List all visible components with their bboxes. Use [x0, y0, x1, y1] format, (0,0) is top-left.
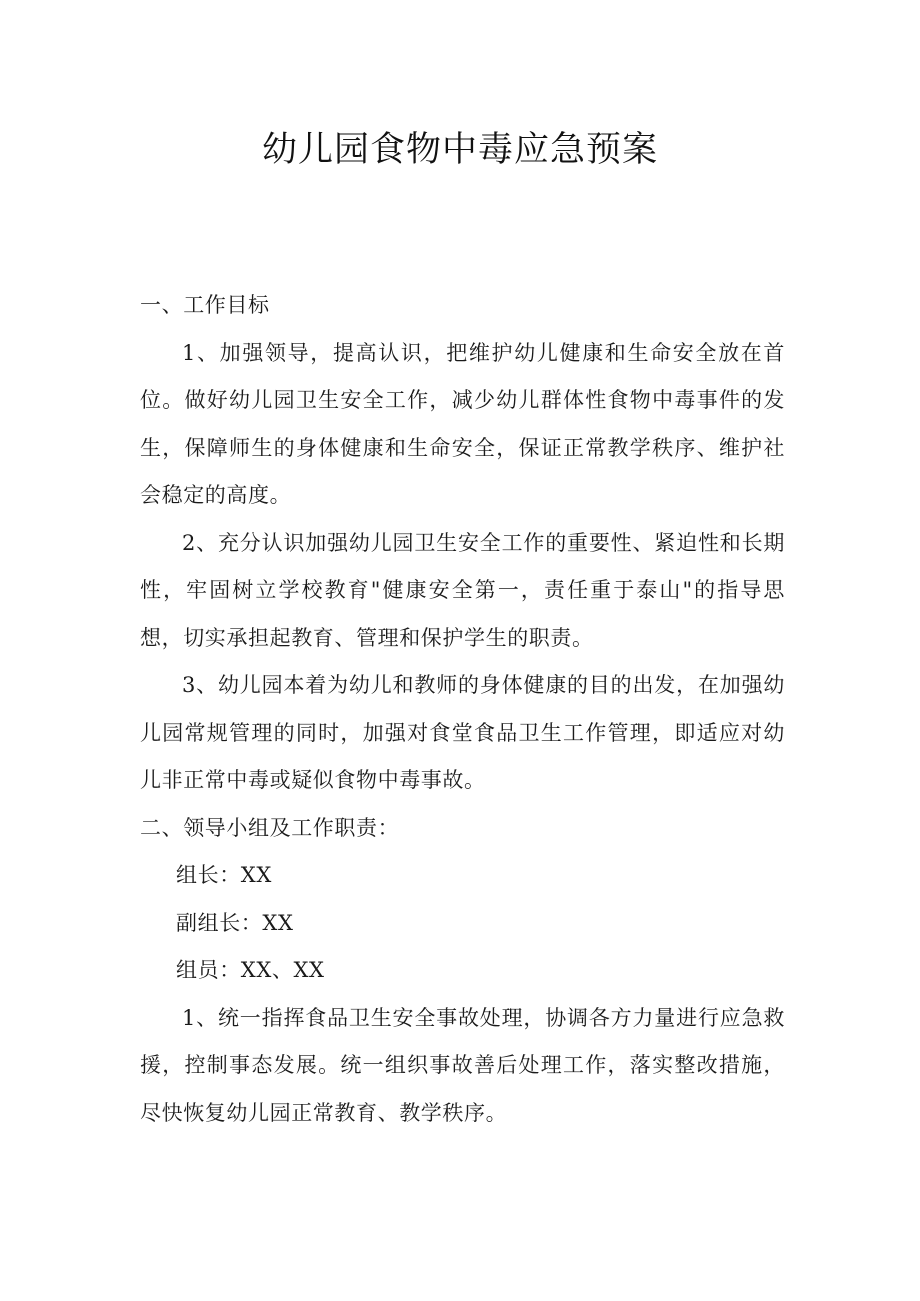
member-members: 组员：XX、XX	[176, 958, 325, 982]
paragraph-goal-3: 3、幼儿园本着为幼儿和教师的身体健康的目的出发，在加强幼儿园常规管理的同时，加强对食堂食品卫生工作管理，即适应对幼儿非正常中毒或疑似食物中毒事故。	[140, 673, 785, 792]
paragraph-goal-1: 1、加强领导，提高认识，把维护幼儿健康和生命安全放在首位。做好幼儿园卫生安全工作，减少幼儿群体性食物中毒事件的发生，保障师生的身体健康和生命安全，保证正常教学秩序、维护社会稳定的高度。	[140, 340, 785, 507]
member-deputy-leader: 副组长：XX	[176, 910, 294, 935]
paragraph-duty-1: 1、统一指挥食品卫生安全事故处理，协调各方力量进行应急救援，控制事态发展。统一组织事故善后处理工作，落实整改措施，尽快恢复幼儿园正常教育、教学秩序。	[140, 1005, 785, 1125]
document-body	[140, 282, 785, 1137]
member-leader: 组长：XX	[176, 863, 272, 887]
section-heading-leadership-group: 二、领导小组及工作职责：	[140, 815, 400, 840]
paragraph-goal-2: 2、充分认识加强幼儿园卫生安全工作的重要性、紧迫性和长期性，牢固树立学校教育"健康安全第一，责任重于泰山"的指导思想，切实承担起教育、管理和保护学生的职责。	[140, 530, 785, 650]
section-heading-work-goals: 一、工作目标	[140, 293, 270, 317]
document-title: 幼儿园食物中毒应急预案	[261, 130, 658, 170]
